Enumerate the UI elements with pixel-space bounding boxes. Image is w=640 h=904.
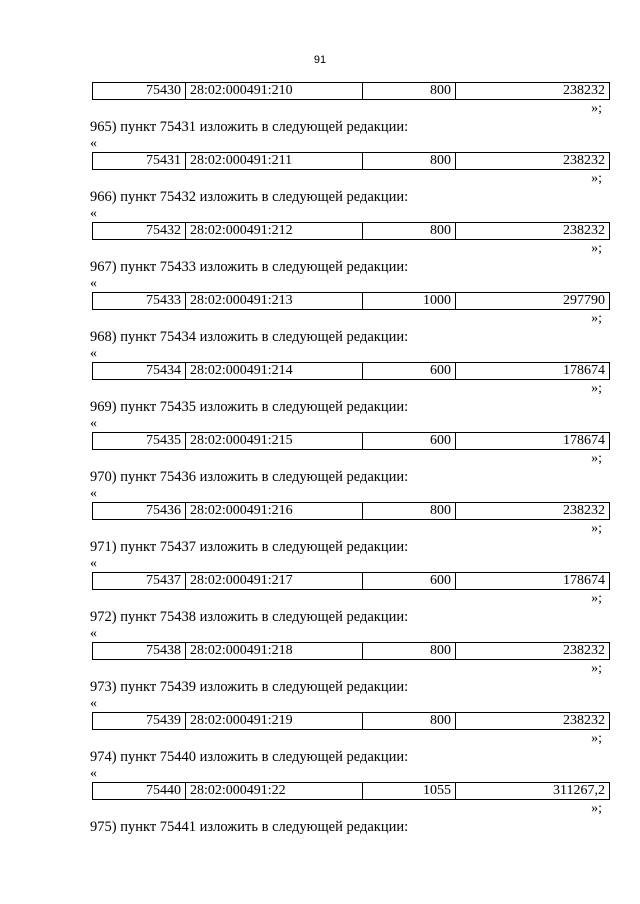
area-cell: 1055	[363, 783, 456, 800]
cadastral-number-cell: 28:02:000491:22	[186, 783, 363, 800]
value-cell: 297790	[456, 293, 610, 310]
area-cell: 800	[363, 503, 456, 520]
item-number-cell: 75434	[93, 363, 186, 380]
opening-quote: «	[90, 136, 97, 151]
closing-quote: »;	[591, 731, 602, 746]
cadastral-number-cell: 28:02:000491:214	[186, 363, 363, 380]
closing-quote: »;	[591, 381, 602, 396]
item-number-cell: 75436	[93, 503, 186, 520]
item-number-cell: 75439	[93, 713, 186, 730]
page-number: 91	[313, 54, 327, 66]
item-number-cell: 75437	[93, 573, 186, 590]
amendment-instruction: 971) пункт 75437 изложить в следующей редакции:	[90, 539, 409, 555]
opening-quote: «	[90, 766, 97, 781]
opening-quote: «	[90, 696, 97, 711]
cadastral-number-cell: 28:02:000491:218	[186, 643, 363, 660]
opening-quote: «	[90, 346, 97, 361]
value-cell: 238232	[456, 223, 610, 240]
area-cell: 600	[363, 363, 456, 380]
closing-quote: »;	[591, 451, 602, 466]
area-cell: 800	[363, 713, 456, 730]
closing-quote: »;	[591, 801, 602, 816]
value-cell: 238232	[456, 713, 610, 730]
opening-quote: «	[90, 206, 97, 221]
item-number-cell: 75438	[93, 643, 186, 660]
closing-quote: »;	[591, 241, 602, 256]
item-number-cell: 75431	[93, 153, 186, 170]
amendment-instruction: 974) пункт 75440 изложить в следующей редакции:	[90, 749, 409, 765]
table-row	[92, 362, 610, 380]
opening-quote: «	[90, 276, 97, 291]
value-cell: 238232	[456, 83, 610, 100]
area-cell: 800	[363, 153, 456, 170]
table-row	[92, 782, 610, 800]
area-cell: 600	[363, 573, 456, 590]
closing-quote: »;	[591, 521, 602, 536]
value-cell: 238232	[456, 503, 610, 520]
amendment-instruction: 975) пункт 75441 изложить в следующей редакции:	[90, 819, 409, 835]
table-row	[92, 82, 610, 100]
cadastral-number-cell: 28:02:000491:213	[186, 293, 363, 310]
item-number-cell: 75432	[93, 223, 186, 240]
item-number-cell: 75430	[93, 83, 186, 100]
value-cell: 178674	[456, 433, 610, 450]
value-cell: 238232	[456, 643, 610, 660]
item-number-cell: 75440	[93, 783, 186, 800]
document-body	[92, 82, 610, 836]
amendment-instruction: 968) пункт 75434 изложить в следующей редакции:	[90, 329, 409, 345]
amendment-instruction: 972) пункт 75438 изложить в следующей редакции:	[90, 609, 409, 625]
value-cell: 311267,2	[456, 783, 610, 800]
item-number-cell: 75433	[93, 293, 186, 310]
table-row	[92, 292, 610, 310]
table-row	[92, 712, 610, 730]
amendment-instruction: 970) пункт 75436 изложить в следующей редакции:	[90, 469, 409, 485]
table-row	[92, 432, 610, 450]
opening-quote: «	[90, 486, 97, 501]
closing-quote: »;	[591, 311, 602, 326]
closing-quote: »;	[591, 101, 602, 116]
area-cell: 800	[363, 643, 456, 660]
cadastral-number-cell: 28:02:000491:219	[186, 713, 363, 730]
amendment-instruction: 967) пункт 75433 изложить в следующей редакции:	[90, 259, 409, 275]
area-cell: 800	[363, 223, 456, 240]
area-cell: 1000	[363, 293, 456, 310]
amendment-instruction: 965) пункт 75431 изложить в следующей редакции:	[90, 119, 409, 135]
table-row	[92, 152, 610, 170]
amendment-instruction: 966) пункт 75432 изложить в следующей редакции:	[90, 189, 409, 205]
cadastral-number-cell: 28:02:000491:216	[186, 503, 363, 520]
table-row	[92, 642, 610, 660]
closing-quote: »;	[591, 171, 602, 186]
opening-quote: «	[90, 416, 97, 431]
cadastral-number-cell: 28:02:000491:215	[186, 433, 363, 450]
closing-quote: »;	[591, 591, 602, 606]
cadastral-number-cell: 28:02:000491:217	[186, 573, 363, 590]
table-row	[92, 222, 610, 240]
cadastral-number-cell: 28:02:000491:210	[186, 83, 363, 100]
table-row	[92, 502, 610, 520]
closing-quote: »;	[591, 661, 602, 676]
value-cell: 238232	[456, 153, 610, 170]
value-cell: 178674	[456, 363, 610, 380]
area-cell: 600	[363, 433, 456, 450]
value-cell: 178674	[456, 573, 610, 590]
table-row	[92, 572, 610, 590]
amendment-instruction: 973) пункт 75439 изложить в следующей редакции:	[90, 679, 409, 695]
cadastral-number-cell: 28:02:000491:212	[186, 223, 363, 240]
cadastral-number-cell: 28:02:000491:211	[186, 153, 363, 170]
opening-quote: «	[90, 556, 97, 571]
item-number-cell: 75435	[93, 433, 186, 450]
amendment-instruction: 969) пункт 75435 изложить в следующей редакции:	[90, 399, 409, 415]
opening-quote: «	[90, 626, 97, 641]
area-cell: 800	[363, 83, 456, 100]
